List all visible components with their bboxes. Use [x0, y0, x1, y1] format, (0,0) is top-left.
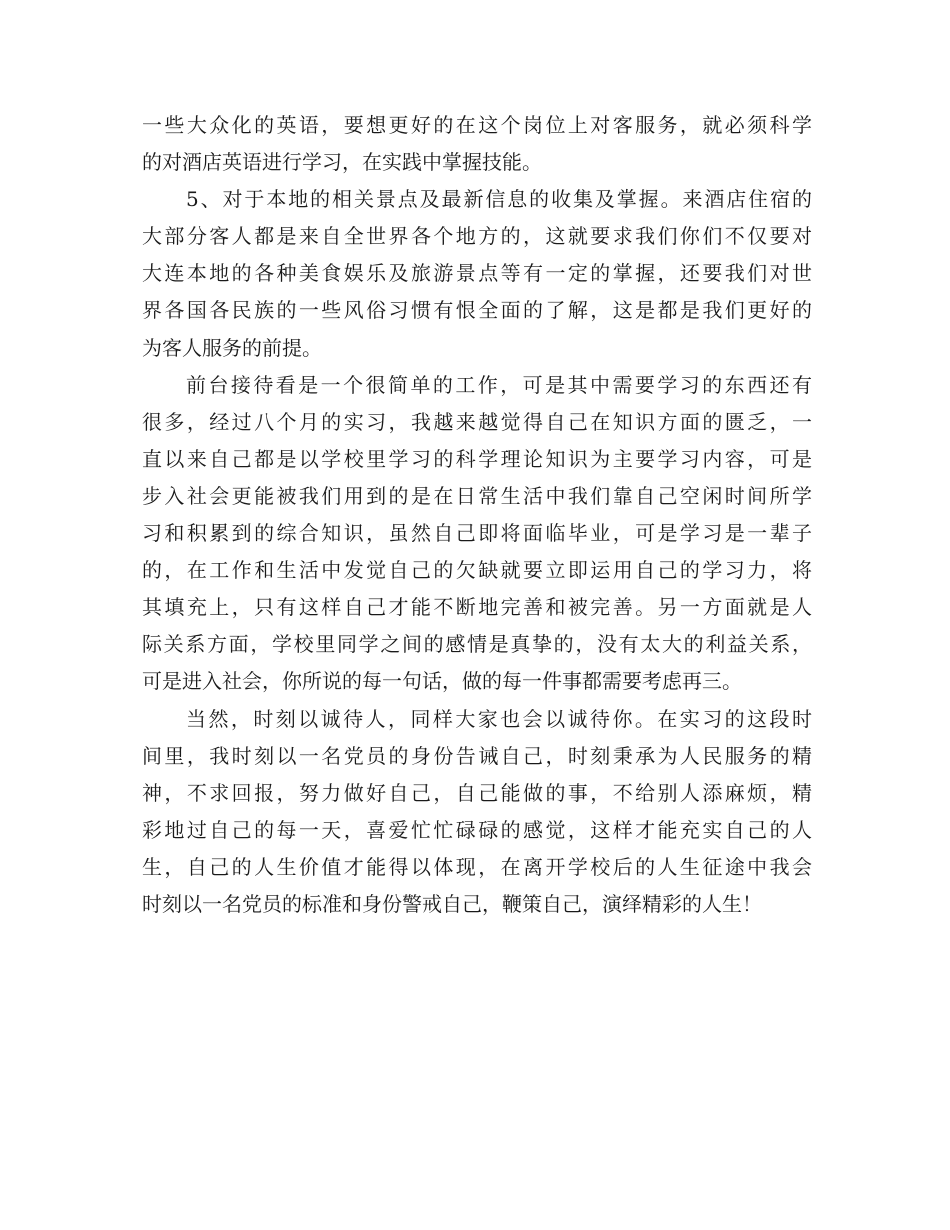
text-line: 一些大众化的英语，要想更好的在这个岗位上对客服务，就必须科学: [142, 113, 812, 137]
body-text: [142, 107, 812, 923]
text-line: 为客人服务的前提。: [142, 335, 322, 360]
text-line: 的，在工作和生活中发觉自己的欠缺就要立即运用自己的学习力，将: [142, 558, 812, 583]
text-line: 的对酒店英语进行学习，在实践中掌握技能。: [142, 150, 542, 175]
text-line: 习和积累到的综合知识，虽然自己即将面临毕业，可是学习是一辈子: [142, 521, 812, 546]
text-line: 当然，时刻以诚待人，同样大家也会以诚待你。在实习的这段时: [186, 706, 812, 731]
text-line: 间里，我时刻以一名党员的身份告诫自己，时刻秉承为人民服务的精: [142, 743, 812, 768]
text-line: 前台接待看是一个很简单的工作，可是其中需要学习的东西还有: [186, 372, 812, 397]
text-line: 很多，经过八个月的实习，我越来越觉得自己在知识方面的匮乏，一: [142, 409, 812, 434]
text-line: 步入社会更能被我们用到的是在日常生活中我们靠自己空闲时间所学: [142, 483, 812, 508]
text-line: 直以来自己都是以学校里学习的科学理论知识为主要学习内容，可是: [142, 446, 812, 471]
text-line: 其填充上，只有这样自己才能不断地完善和被完善。另一方面就是人: [142, 595, 812, 620]
text-line: 界各国各民族的一些风俗习惯有恨全面的了解，这是都是我们更好的: [142, 298, 812, 323]
text-line: 生，自己的人生价值才能得以体现，在离开学校后的人生征途中我会: [142, 854, 812, 879]
text-line: 时刻以一名党员的标准和身份警戒自己，鞭策自己，演绎精彩的人生！: [142, 891, 762, 916]
text-line: 彩地过自己的每一天，喜爱忙忙碌碌的感觉，这样才能充实自己的人: [142, 817, 812, 842]
text-line: 神，不求回报，努力做好自己，自己能做的事，不给别人添麻烦，精: [142, 780, 812, 805]
text-line: 5、对于本地的相关景点及最新信息的收集及掌握。来酒店住宿的: [186, 187, 812, 212]
text-line: 大连本地的各种美食娱乐及旅游景点等有一定的掌握，还要我们对世: [142, 261, 812, 286]
text-line: 可是进入社会，你所说的每一句话，做的每一件事都需要考虑再三。: [142, 669, 742, 694]
text-line: 际关系方面，学校里同学之间的感情是真挚的，没有太大的利益关系，: [142, 632, 812, 657]
text-line: 大部分客人都是来自全世界各个地方的，这就要求我们你们不仅要对: [142, 224, 812, 249]
